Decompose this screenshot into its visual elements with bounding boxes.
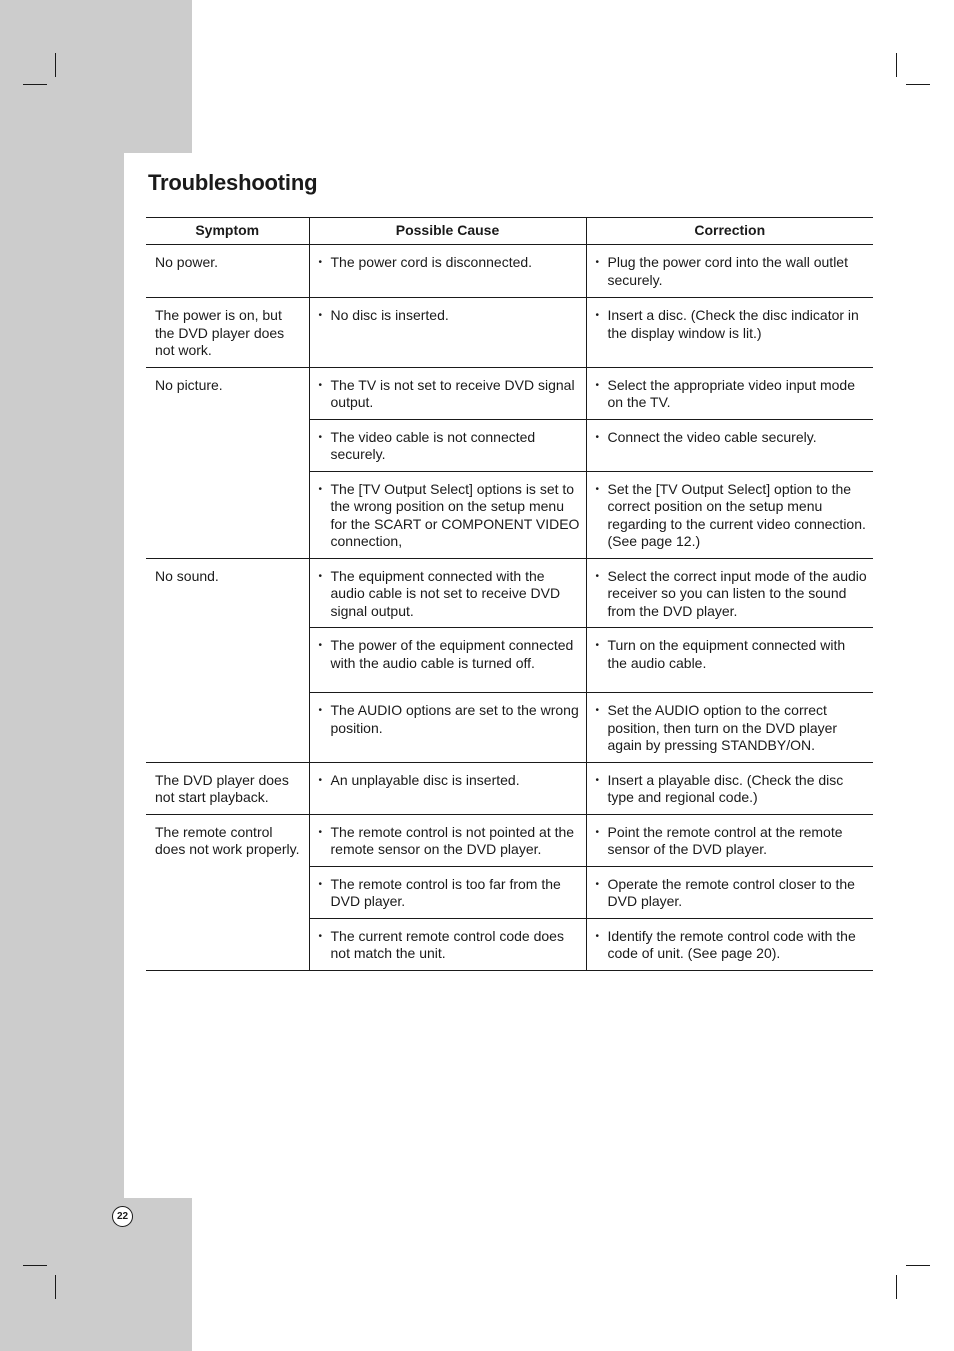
- bullet-icon: •: [595, 431, 600, 443]
- correction-cell: • Select the correct input mode of the audio receiver so you can listen to the sound from the DVD player.: [586, 558, 873, 628]
- correction-cell: • Point the remote control at the remote sensor of the DVD player.: [586, 814, 873, 866]
- symptom-cell: No power.: [146, 245, 309, 298]
- crop-mark: [906, 1265, 930, 1266]
- bullet-icon: •: [595, 483, 600, 495]
- bullet-icon: •: [318, 774, 323, 786]
- bullet-icon: •: [595, 570, 600, 582]
- table-row: [146, 298, 873, 368]
- table-row: [146, 558, 873, 628]
- symptom-cell: No sound.: [146, 558, 309, 762]
- cause-cell: • The AUDIO options are set to the wrong position.: [309, 693, 586, 763]
- crop-mark: [55, 53, 56, 77]
- bullet-icon: •: [595, 930, 600, 942]
- table-row: [146, 367, 873, 419]
- symptom-cell: The remote control does not work properly.: [146, 814, 309, 970]
- bullet-icon: •: [595, 705, 600, 716]
- cause-cell: • The [TV Output Select] options is set to the wrong position on the setup menu for the SCART or COMPONENT VIDEO connection,: [309, 471, 586, 558]
- bullet-icon: •: [318, 930, 323, 942]
- crop-mark: [23, 84, 47, 85]
- correction-cell: • Identify the remote control code with the code of unit. (See page 20).: [586, 918, 873, 970]
- bullet-icon: •: [318, 640, 323, 651]
- table-row: [146, 762, 873, 814]
- cause-cell: • The remote control is too far from the DVD player.: [309, 866, 586, 918]
- bullet-icon: •: [318, 570, 323, 582]
- header-correction: Correction: [586, 218, 873, 245]
- bullet-icon: •: [318, 431, 323, 443]
- bullet-icon: •: [595, 774, 600, 786]
- bullet-icon: •: [318, 826, 323, 838]
- correction-cell: • Connect the video cable securely.: [586, 419, 873, 471]
- page-margin-bottom: [0, 1198, 192, 1351]
- page-number: 22: [112, 1206, 133, 1227]
- correction-cell: • Insert a playable disc. (Check the disc type and regional code.): [586, 762, 873, 814]
- cause-cell: • The current remote control code does not match the unit.: [309, 918, 586, 970]
- table-row: [146, 245, 873, 298]
- crop-mark: [23, 1265, 47, 1266]
- page-margin-top: [0, 0, 192, 153]
- header-possible-cause: Possible Cause: [309, 218, 586, 245]
- cause-cell: • The TV is not set to receive DVD signal output.: [309, 367, 586, 419]
- correction-cell: • Insert a disc. (Check the disc indicator in the display window is lit.): [586, 298, 873, 368]
- bullet-icon: •: [318, 705, 323, 716]
- bullet-icon: •: [595, 826, 600, 838]
- bullet-icon: •: [318, 257, 323, 268]
- cause-cell: • The power cord is disconnected.: [309, 245, 586, 298]
- correction-cell: • Turn on the equipment connected with the audio cable.: [586, 628, 873, 693]
- symptom-cell: The power is on, but the DVD player does not work.: [146, 298, 309, 368]
- cause-cell: • The power of the equipment connected with the audio cable is turned off.: [309, 628, 586, 693]
- bullet-icon: •: [595, 878, 600, 890]
- correction-cell: • Operate the remote control closer to the DVD player.: [586, 866, 873, 918]
- cause-cell: • The equipment connected with the audio cable is not set to receive DVD signal output.: [309, 558, 586, 628]
- header-symptom: Symptom: [146, 218, 309, 245]
- correction-cell: • Set the [TV Output Select] option to the correct position on the setup menu regarding to the current video connection. (See page 12.): [586, 471, 873, 558]
- bullet-icon: •: [595, 379, 600, 391]
- cause-cell: • No disc is inserted.: [309, 298, 586, 368]
- cause-cell: • The remote control is not pointed at the remote sensor on the DVD player.: [309, 814, 586, 866]
- bullet-icon: •: [318, 310, 323, 321]
- bullet-icon: •: [595, 640, 600, 651]
- correction-cell: • Set the AUDIO option to the correct position, then turn on the DVD player again by pressing STANDBY/ON.: [586, 693, 873, 763]
- symptom-cell: The DVD player does not start playback.: [146, 762, 309, 814]
- cause-cell: • An unplayable disc is inserted.: [309, 762, 586, 814]
- crop-mark: [896, 1275, 897, 1299]
- crop-mark: [896, 53, 897, 77]
- bullet-icon: •: [318, 483, 323, 495]
- troubleshooting-table: [146, 217, 873, 971]
- table-row: [146, 814, 873, 866]
- page-title: Troubleshooting: [148, 170, 318, 195]
- symptom-cell: No picture.: [146, 367, 309, 558]
- bullet-icon: •: [595, 257, 600, 268]
- cause-cell: • The video cable is not connected securely.: [309, 419, 586, 471]
- crop-mark: [55, 1275, 56, 1299]
- bullet-icon: •: [318, 379, 323, 391]
- page-margin-left: [0, 153, 124, 1198]
- table-header-row: [146, 218, 873, 245]
- correction-cell: • Plug the power cord into the wall outlet securely.: [586, 245, 873, 298]
- correction-cell: • Select the appropriate video input mode on the TV.: [586, 367, 873, 419]
- bullet-icon: •: [595, 310, 600, 321]
- crop-mark: [906, 84, 930, 85]
- bullet-icon: •: [318, 878, 323, 890]
